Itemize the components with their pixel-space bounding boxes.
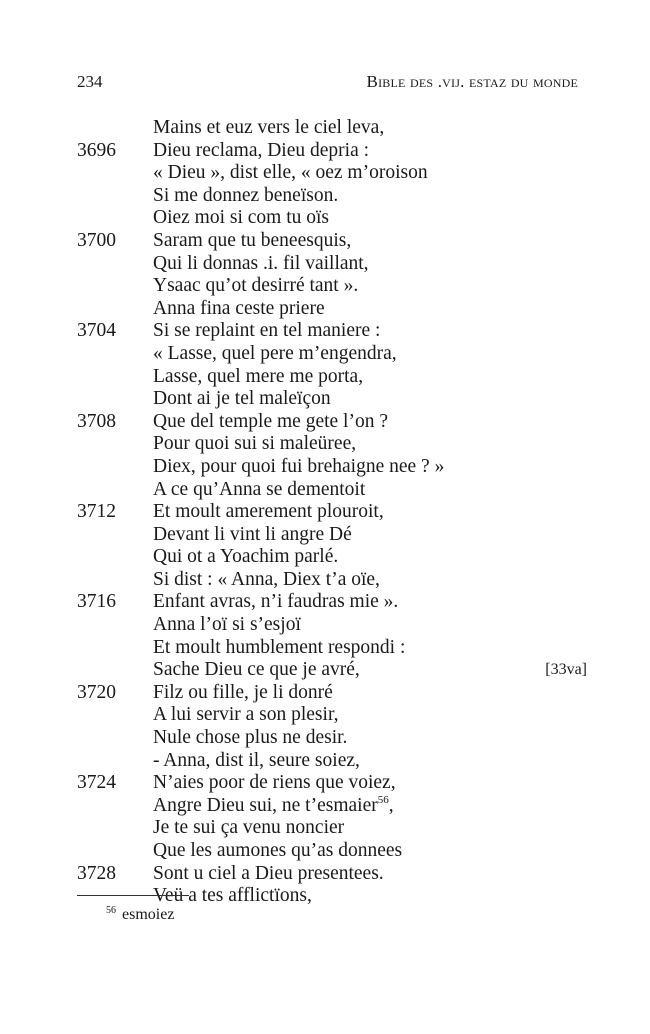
verse-text-content: Si dist : « Anna, Diex t’a oïe, (153, 568, 380, 590)
verse-line (77, 433, 587, 456)
verse-text (153, 840, 402, 863)
verse-line (77, 817, 587, 840)
verse-text-content: Et moult humblement respondi : (153, 636, 406, 658)
verse-line (77, 569, 587, 592)
verse-text-content: Enfant avras, n’i faudras mie ». (153, 591, 399, 613)
verse-text-content: Nule chose plus ne desir. (153, 727, 348, 749)
page-number: 234 (77, 72, 103, 91)
verse-line (77, 140, 587, 163)
verse-line (77, 840, 587, 863)
verse-line (77, 117, 587, 140)
verse-number: 3712 (77, 501, 116, 523)
verse-text (153, 253, 369, 276)
verse-text-content: Mains et euz vers le ciel leva, (153, 117, 385, 138)
verse-text-content: Pour quoi sui si maleüree, (153, 433, 357, 455)
verse-line (77, 230, 587, 253)
verse-text-content: Veü a tes afflictïons, (153, 885, 312, 907)
verse-text-content: Que les aumones qu’as donnees (153, 840, 403, 861)
verse-text (153, 546, 338, 569)
verse-text (153, 817, 344, 840)
verse-text-content: Sont u ciel a Dieu presentees. (153, 862, 384, 884)
verse-text (153, 637, 405, 660)
verse-number: 3696 (77, 139, 116, 161)
verse-text (153, 795, 394, 820)
verse-text (153, 117, 384, 140)
verse-text-content: Filz ou fille, je li donré (153, 681, 333, 703)
footnote-mark: 56 (106, 905, 116, 916)
verse-text-content: Lasse, quel mere me porta, (153, 365, 364, 387)
verse-text-content: « Lasse, quel pere m’engendra, (153, 342, 397, 364)
verse-text (153, 140, 369, 163)
verse-line (77, 524, 587, 547)
running-title: Bible des .vij. estaz du monde (366, 72, 578, 91)
verse-text (153, 659, 360, 682)
verse-text (153, 524, 352, 547)
verse-text (153, 320, 380, 343)
folio-marker: [33va] (545, 661, 587, 679)
verse-line (77, 366, 587, 389)
verse-text-content: - Anna, dist il, seure soiez, (153, 749, 360, 771)
verse-text-content: Dieu reclama, Dieu depria : (153, 139, 370, 161)
verse-text-content: Saram que tu beneesquis, (153, 229, 352, 251)
verse-line (77, 388, 587, 411)
verse-text-tail: , (388, 794, 394, 816)
verse-text-content: Ysaac qu’ot desirré tant ». (153, 275, 359, 297)
verse-text (153, 682, 333, 705)
verse-text (153, 479, 365, 502)
verse-line (77, 546, 587, 569)
footnote-text: esmoiez (122, 906, 175, 923)
verse-line (77, 456, 587, 479)
verse-line (77, 343, 587, 366)
verse-line (77, 659, 587, 682)
verse-text (153, 207, 329, 230)
verse-number: 3724 (77, 772, 116, 794)
verse-text (153, 750, 360, 773)
verse-text (153, 614, 301, 637)
footnote (106, 905, 174, 927)
verse-text (153, 411, 388, 434)
verse-line (77, 682, 587, 705)
verse-text-content: Diex, pour quoi fui brehaigne nee ? » (153, 455, 445, 477)
verse-line (77, 727, 587, 750)
verse-text (153, 501, 384, 524)
verse-line (77, 275, 587, 298)
verse-text-content: Qui ot a Yoachim parlé. (153, 546, 339, 568)
verse-text-content: Dont ai je tel maleïçon (153, 388, 331, 410)
verse-number: 3728 (77, 862, 116, 884)
verse-text-content: A ce qu’Anna se dementoit (153, 478, 366, 500)
verse-text (153, 298, 325, 321)
verse-text-content: Sache Dieu ce que je avré, (153, 659, 360, 681)
verse-text-content: Oiez moi si com tu oïs (153, 207, 330, 229)
verse-text (153, 456, 444, 479)
verse-line (77, 750, 587, 773)
verse-number: 3716 (77, 591, 116, 613)
verse-text (153, 772, 396, 795)
verse-text-content: « Dieu », dist elle, « oez m’oroison (153, 162, 428, 184)
verse-text-content: Et moult amerement plouroit, (153, 501, 384, 523)
verse-line (77, 795, 587, 818)
verse-text-content: N’aies poor de riens que voiez, (153, 772, 396, 794)
verse-text-content: A lui servir a son plesir, (153, 704, 339, 726)
verse-line (77, 162, 587, 185)
verse-line (77, 501, 587, 524)
verse-line (77, 411, 587, 434)
verse-text (153, 162, 428, 185)
verse-line (77, 863, 587, 886)
verse-text (153, 591, 398, 614)
footnote-divider (77, 895, 189, 896)
verse-line (77, 253, 587, 276)
verse-number: 3708 (77, 410, 116, 432)
verse-text (153, 885, 312, 908)
verse-line (77, 704, 587, 727)
verse-text (153, 230, 351, 253)
verse-text (153, 727, 347, 750)
verse-text-content: Si se replaint en tel maniere : (153, 320, 381, 342)
verse-text (153, 275, 358, 298)
verse-block (77, 117, 587, 908)
verse-text (153, 366, 363, 389)
verse-line (77, 591, 587, 614)
verse-line (77, 637, 587, 660)
verse-line (77, 320, 587, 343)
verse-number: 3700 (77, 229, 116, 251)
verse-text-content: Que del temple me gete l’on ? (153, 410, 388, 432)
verse-number: 3720 (77, 681, 116, 703)
verse-line (77, 614, 587, 637)
verse-line (77, 772, 587, 795)
verse-line (77, 298, 587, 321)
verse-text (153, 185, 338, 208)
verse-line (77, 479, 587, 502)
verse-text-content: Anna fina ceste priere (153, 297, 325, 319)
verse-text-content: Angre Dieu sui, ne t’esmaier (153, 794, 378, 816)
verse-text (153, 433, 356, 456)
verse-text-content: Anna l’oï si s’esjoï (153, 614, 301, 636)
verse-number: 3704 (77, 320, 116, 342)
verse-text (153, 343, 397, 366)
verse-text (153, 863, 384, 886)
footnote-reference: 56 (377, 793, 389, 806)
verse-text-content: Qui li donnas .i. fil vaillant, (153, 252, 369, 274)
verse-text (153, 569, 380, 592)
verse-text-content: Si me donnez beneïson. (153, 184, 339, 206)
verse-text-content: Devant li vint li angre Dé (153, 523, 352, 545)
verse-text-content: Je te sui ça venu noncier (153, 817, 345, 839)
verse-text (153, 704, 339, 727)
verse-line (77, 207, 587, 230)
verse-line (77, 185, 587, 208)
verse-text (153, 388, 331, 411)
